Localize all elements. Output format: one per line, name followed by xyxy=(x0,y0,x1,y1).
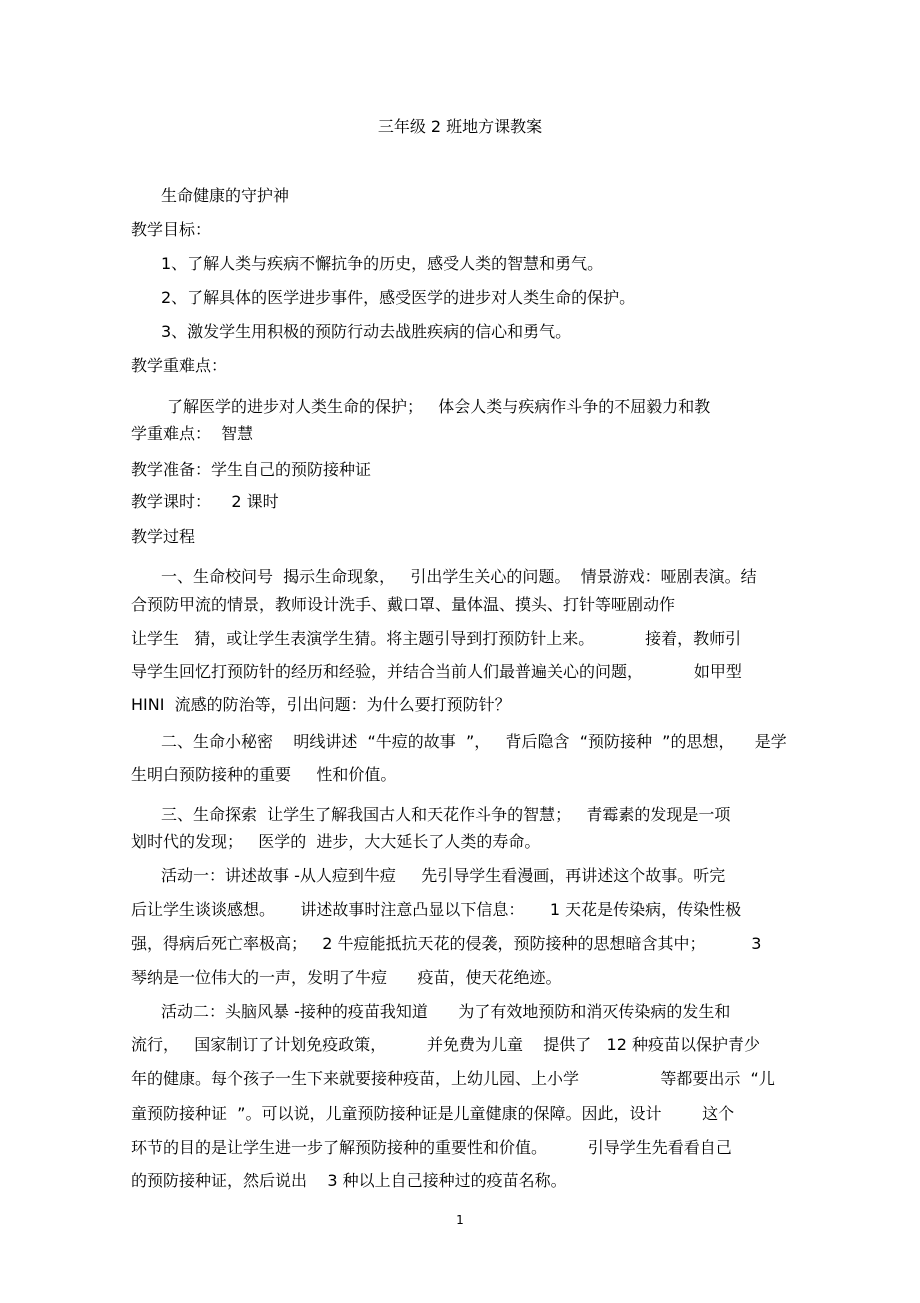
key-points-text: 了解医学的进步对人类生命的保护； 体会人类与疾病作斗争的不屈毅力和教 xyxy=(167,397,711,416)
paragraph-line: 活动一：讲述故事 -从人痘到牛痘 先引导学生看漫画，再讲述这个故事。听完 xyxy=(161,866,726,885)
section-heading-objectives: 教学目标： xyxy=(131,220,212,239)
section-heading-process: 教学过程 xyxy=(131,527,196,546)
objective-1: 1、了解人类与疾病不懈抗争的历史，感受人类的智慧和勇气。 xyxy=(161,254,604,273)
paragraph-line: 年的健康。每个孩子一生下来就要接种疫苗，上幼儿园、上小学 等都要出示 “儿 xyxy=(131,1069,775,1088)
paragraph-line: 合预防甲流的情景，教师设计洗手、戴口罩、量体温、摸头、打针等哑剧动作 xyxy=(131,595,676,614)
page-number: 1 xyxy=(456,1213,464,1227)
paragraph-line: 让学生 猜，或让学生表演学生猜。将主题引导到打预防针上来。 接着，教师引 xyxy=(131,629,742,648)
teaching-hours: 教学课时： 2 课时 xyxy=(131,492,279,511)
paragraph-line: 活动二：头脑风暴 -接种的疫苗我知道 为了有效地预防和消灭传染病的发生和 xyxy=(161,1002,731,1021)
paragraph-line: 琴纳是一位伟大的一声，发明了牛痘 疫苗，使天花绝迹。 xyxy=(131,968,562,987)
paragraph-line: 强，得病后死亡率极高； 2 牛痘能抵抗天花的侵袭，预防接种的思想暗含其中； 3 xyxy=(131,934,762,953)
paragraph-line: 童预防接种证 ”。可以说，儿童预防接种证是儿童健康的保障。因此，设计 这个 xyxy=(131,1104,735,1123)
paragraph-line: 生明白预防接种的重要 性和价值。 xyxy=(131,765,397,784)
paragraph-line: 后让学生谈谈感想。 讲述故事时注意凸显以下信息： 1 天花是传染病，传染性极 xyxy=(131,900,742,919)
paragraph-line: 流行， 国家制订了计划免疫政策， 并免费为儿童 提供了 12 种疫苗以保护青少 xyxy=(131,1035,760,1054)
paragraph-line: 的预防接种证，然后说出 3 种以上自己接种过的疫苗名称。 xyxy=(131,1171,567,1190)
paragraph-line: 三、生命探索 让学生了解我国古人和天花作斗争的智慧； 青霉素的发现是一项 xyxy=(161,805,731,824)
paragraph-line: 二、生命小秘密 明线讲述 “牛痘的故事 ”， 背后隐含 “预防接种 ”的思想， 是学 xyxy=(161,732,787,751)
key-points-text: 学重难点： 智慧 xyxy=(131,424,254,443)
objective-2: 2、了解具体的医学进步事件，感受医学的进步对人类生命的保护。 xyxy=(161,288,636,307)
paragraph-line: 环节的目的是让学生进一步了解预防接种的重要性和价值。 引导学生先看看自己 xyxy=(131,1138,732,1157)
paragraph-line: 导学生回忆打预防针的经历和经验，并结合当前人们最普遍关心的问题， 如甲型 xyxy=(131,662,742,681)
teaching-preparation: 教学准备：学生自己的预防接种证 xyxy=(131,460,372,479)
paragraph-line: 一、生命校问号 揭示生命现象， 引出学生关心的问题。 情景游戏：哑剧表演。结 xyxy=(161,567,757,586)
document-title: 三年级 2 班地方课教案 xyxy=(377,117,543,136)
section-heading-key-points: 教学重难点： xyxy=(131,356,228,375)
lesson-topic: 生命健康的守护神 xyxy=(161,186,290,205)
paragraph-line: HINI 流感的防治等，引出问题：为什么要打预防针？ xyxy=(131,695,511,714)
objective-3: 3、激发学生用积极的预防行动去战胜疾病的信心和勇气。 xyxy=(161,322,572,341)
paragraph-line: 划时代的发现； 医学的 进步，大大延长了人类的寿命。 xyxy=(131,832,541,851)
